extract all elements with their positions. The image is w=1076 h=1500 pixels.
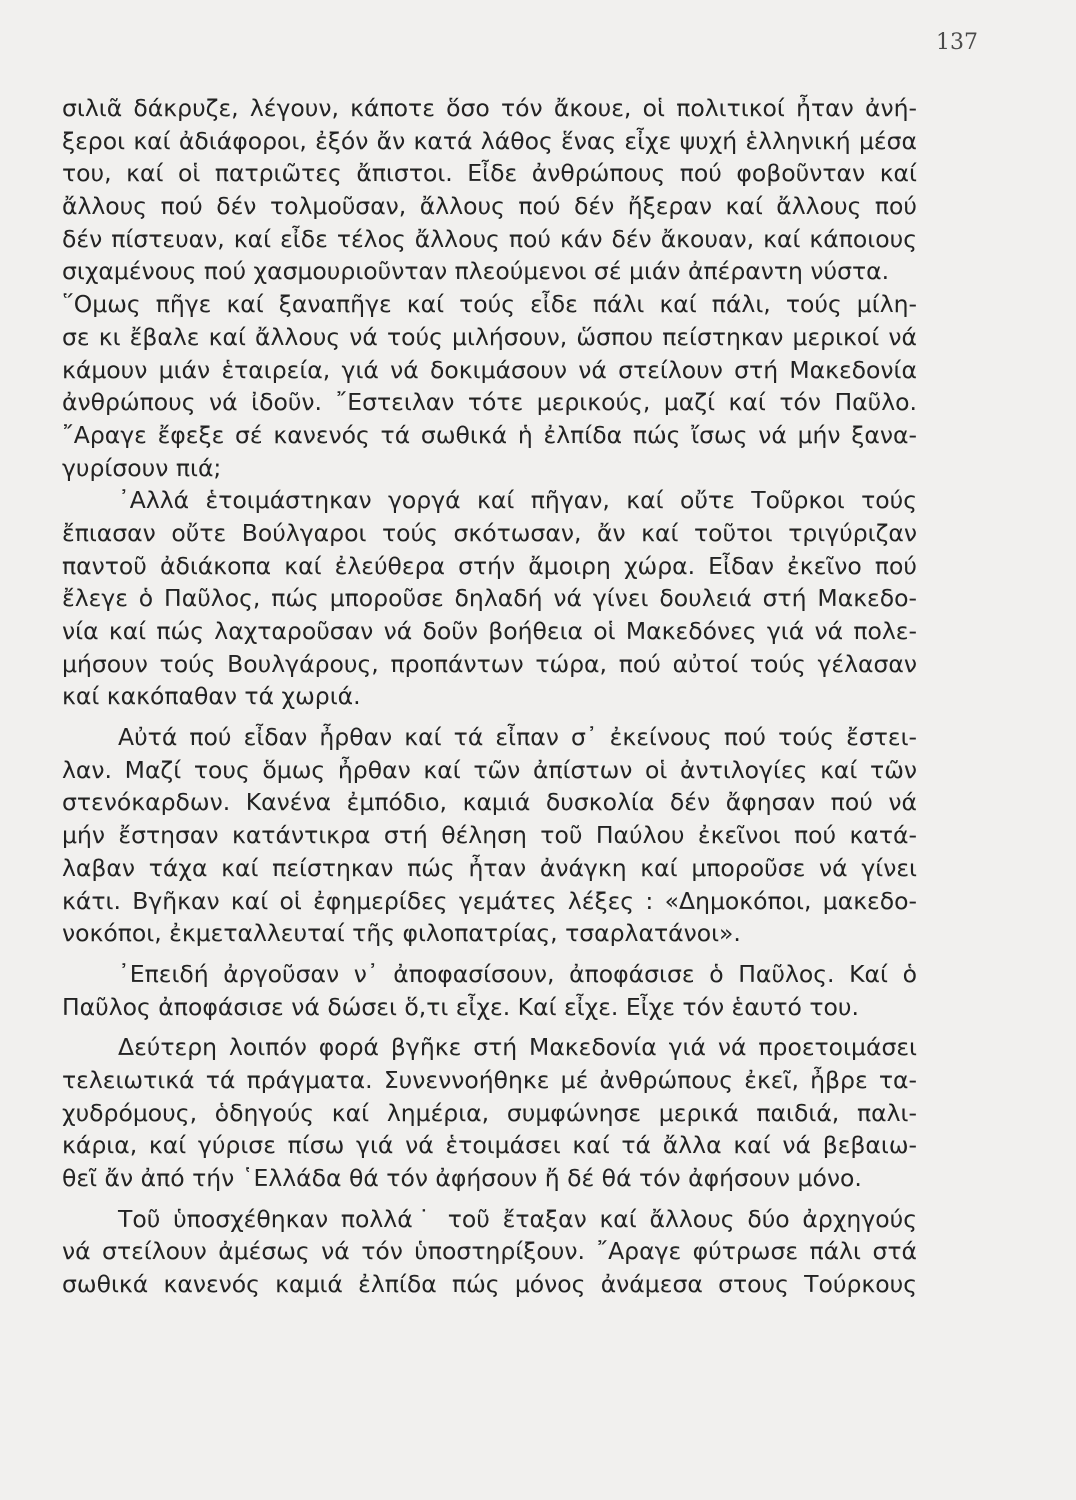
text-line: σιχαμένους πού χασμουριοῦνταν πλεούμενοι σέ μιάν ἀπέραντη νύστα.: [62, 257, 890, 286]
text-line: Τοῦ ὑποσχέθηκαν πολλά˙ τοῦ ἔταξαν καί ἄλλους δύο ἀρχηγούς: [118, 1204, 917, 1233]
text-line: ῎Αραγε ἔφεξε σέ κανενός τά σωθικά ἡ ἐλπίδα πώς ἴσως νά μήν ξανα-: [62, 420, 917, 449]
text-line: μήν ἔστησαν κατάντικρα στή θέληση τοῦ Παύλου ἐκεῖνοι πού κατά-: [62, 821, 917, 850]
text-line: μήσουν τούς Βουλγάρους, προπάντων τώρα, πού αὐτοί τούς γέλασαν: [62, 649, 917, 678]
page-number: 137: [936, 30, 978, 55]
text-line: στενόκαρδων. Κανένα ἐμπόδιο, καμιά δυσκολία δέν ἄφησαν πού νά: [62, 788, 917, 817]
text-line: κάρια, καί γύρισε πίσω γιά νά ἑτοιμάσει καί τά ἄλλα καί νά βεβαιω-: [62, 1131, 917, 1160]
text-line: παντοῦ ἀδιάκοπα καί ἐλεύθερα στήν ἄμοιρη χώρα. Εἶδαν ἐκεῖνο πού: [62, 551, 917, 580]
text-line: λαβαν τάχα καί πείστηκαν πώς ἦταν ἀνάγκη καί μποροῦσε νά γίνει: [62, 853, 917, 882]
text-line: Δεύτερη λοιπόν φορά βγῆκε στή Μακεδονία γιά νά προετοιμάσει: [118, 1033, 917, 1062]
text-line: χυδρόμους, ὁδηγούς καί λημέρια, συμφώνησε μερικά παιδιά, παλι-: [62, 1098, 917, 1127]
text-line: σιλιᾶ δάκρυζε, λέγουν, κάποτε ὅσο τόν ἄκουε, οἱ πολιτικοί ἦταν ἀνή-: [62, 94, 917, 122]
paragraph: [62, 721, 917, 950]
paragraph: [62, 1203, 917, 1301]
paragraph: [62, 958, 917, 1023]
paragraph-gap: [62, 1023, 917, 1031]
text-line: ἔπιασαν οὔτε Βούλγαροι τούς σκότωσαν, ἄν καί τοῦτοι τριγύριζαν: [62, 518, 917, 547]
text-line: καί κακόπαθαν τά χωριά.: [62, 682, 361, 711]
text-line: λαν. Μαζί τους ὅμως ἦρθαν καί τῶν ἀπίστων οἱ ἀντιλογίες καί τῶν: [62, 755, 917, 784]
paragraph: [62, 288, 917, 484]
text-line: ᾿Αλλά ἑτοιμάστηκαν γοργά καί πῆγαν, καί οὔτε Τοῦρκοι τούς: [118, 486, 917, 515]
text-line: ἄλλους πού δέν τολμοῦσαν, ἄλλους πού δέν ἤξεραν καί ἄλλους πού: [62, 192, 917, 221]
text-line: ξεροι καί ἀδιάφοροι, ἐξόν ἄν κατά λάθος ἕνας εἶχε ψυχή ἑλληνική μέσα: [62, 126, 917, 155]
text-line: γυρίσουν πιά;: [62, 453, 222, 482]
body-text: [62, 92, 917, 1301]
text-line: ἔλεγε ὁ Παῦλος, πώς μποροῦσε δηλαδή νά γίνει δουλειά στή Μακεδο-: [62, 584, 917, 613]
text-line: νά στείλουν ἀμέσως νά τόν ὑποστηρίξουν. ῎Αραγε φύτρωσε πάλι στά: [62, 1237, 917, 1266]
text-line: ἀνθρώπους νά ἰδοῦν. ῎Εστειλαν τότε μερικούς, μαζί καί τόν Παῦλο.: [62, 388, 917, 417]
text-line: νία καί πώς λαχταροῦσαν νά δοῦν βοήθεια οἱ Μακεδόνες γιά νά πολε-: [62, 617, 917, 645]
text-line: ᾿Επειδή ἀργοῦσαν ν᾿ ἀποφασίσουν, ἀποφάσισε ὁ Παῦλος. Καί ὁ: [118, 959, 917, 988]
text-line: κάμουν μιάν ἑταιρεία, γιά νά δοκιμάσουν νά στείλουν στή Μακεδονία: [62, 355, 917, 384]
paragraph: [62, 92, 917, 288]
text-line: του, καί οἱ πατριῶτες ἄπιστοι. Εἶδε ἀνθρώπους πού φοβοῦνταν καί: [62, 159, 917, 188]
text-line: Παῦλος ἀποφάσισε νά δώσει ὅ,τι εἶχε. Καί εἶχε. Εἶχε τόν ἑαυτό του.: [62, 992, 859, 1021]
text-line: τελειωτικά τά πράγματα. Συνεννοήθηκε μέ ἀνθρώπους ἐκεῖ, ἦβρε τα-: [62, 1065, 917, 1094]
text-line: Αὐτά πού εἶδαν ἦρθαν καί τά εἶπαν σ᾿ ἐκείνους πού τούς ἔστει-: [118, 723, 917, 752]
text-line: σε κι ἔβαλε καί ἄλλους νά τούς μιλήσουν, ὥσπου πείστηκαν μερικοί νά: [62, 322, 917, 351]
paragraph-gap: [62, 950, 917, 958]
text-line: σωθικά κανενός καμιά ἐλπίδα πώς μόνος ἀνάμεσα στους Τούρκους: [62, 1270, 917, 1299]
paragraph-gap: [62, 1195, 917, 1203]
text-line: ῞Ομως πῆγε καί ξαναπῆγε καί τούς εἶδε πάλι καί πάλι, τούς μίλη-: [62, 290, 917, 319]
paragraph: [62, 1031, 917, 1194]
paragraph-gap: [62, 713, 917, 721]
paragraph: [62, 484, 917, 713]
text-line: νοκόποι, ἐκμεταλλευταί τῆς φιλοπατρίας, τσαρλατάνοι».: [62, 919, 741, 948]
text-line: θεῖ ἄν ἀπό τήν ῾Ελλάδα θά τόν ἀφήσουν ἤ δέ θά τόν ἀφήσουν μόνο.: [62, 1164, 862, 1192]
text-line: κάτι. Βγῆκαν καί οἱ ἐφημερίδες γεμάτες λέξες : «Δημοκόποι, μακεδο-: [62, 886, 917, 915]
text-line: δέν πίστευαν, καί εἶδε τέλος ἄλλους πού κάν δέν ἄκουαν, καί κάποιους: [62, 224, 917, 253]
